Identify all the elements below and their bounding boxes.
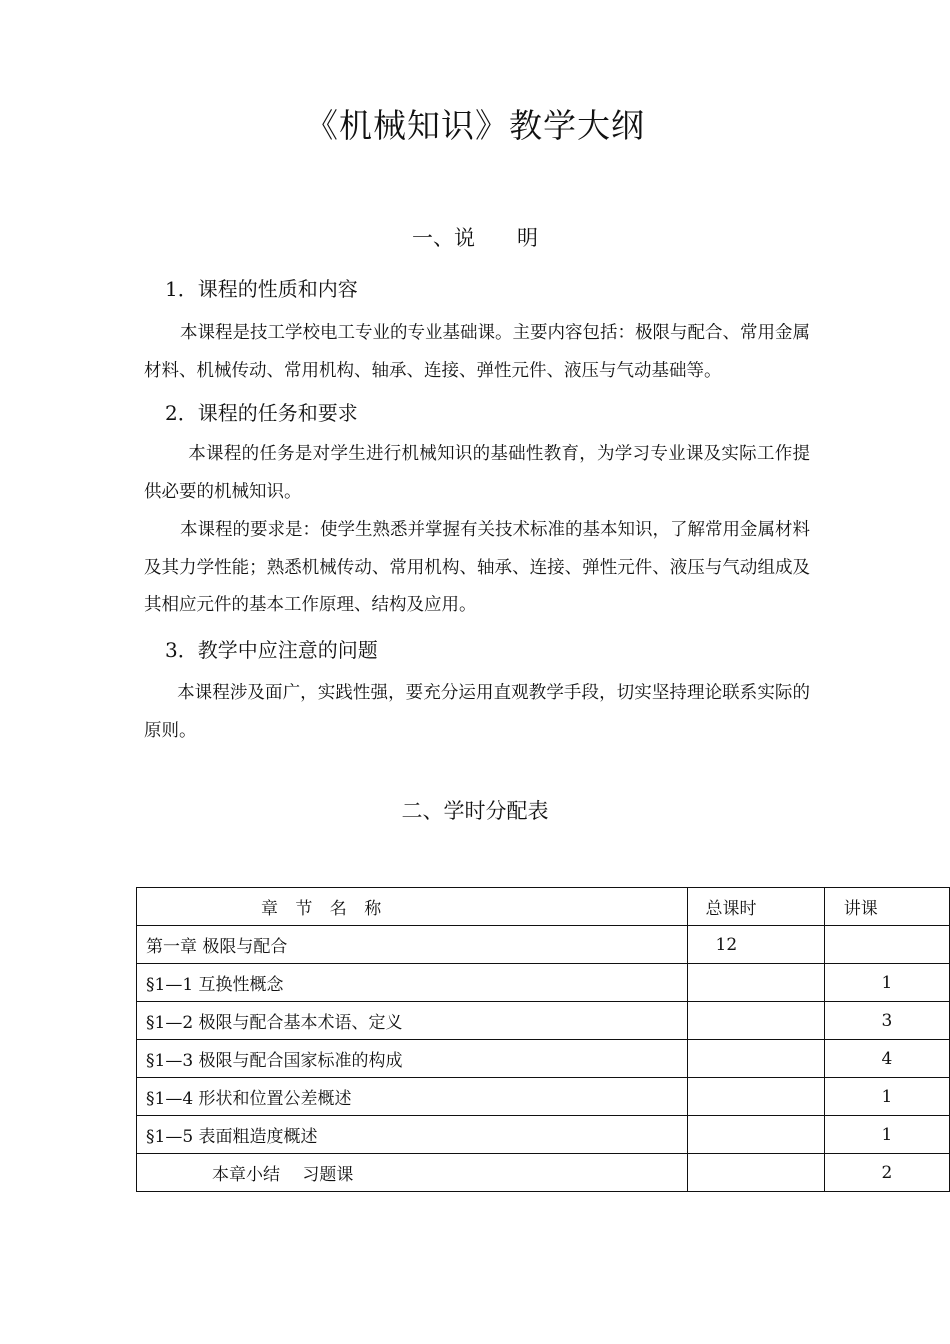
cell-total-hours (687, 1116, 824, 1154)
paragraph-text: 本课程涉及面广，实践性强，要充分运用直观教学手段，切实坚持理论联系实际的原则。 (144, 683, 810, 741)
cell-chapter-name: 本章小结 习题课 (137, 1154, 688, 1192)
paragraph-course-requirements (144, 512, 810, 625)
paragraph-teaching-notes (144, 675, 810, 750)
table-row (137, 926, 950, 964)
table-row (137, 1040, 950, 1078)
paragraph-text: 本课程是技工学校电工专业的专业基础课。主要内容包括：极限与配合、常用金属材料、机械传动、常用机构、轴承、连接、弹性元件、液压与气动基础等。 (144, 323, 810, 381)
cell-chapter-name: §1—1 互换性概念 (137, 964, 688, 1002)
cell-lecture-hours: 1 (824, 1078, 949, 1116)
cell-chapter-name: §1—2 极限与配合基本术语、定义 (137, 1002, 688, 1040)
cell-chapter-name: §1—3 极限与配合国家标准的构成 (137, 1040, 688, 1078)
column-header-total-hours: 总课时 (687, 888, 824, 926)
cell-lecture-hours: 1 (824, 1116, 949, 1154)
cell-lecture-hours: 1 (824, 964, 949, 1002)
cell-total-hours: 12 (687, 926, 824, 964)
cell-chapter-name: §1—4 形状和位置公差概述 (137, 1078, 688, 1116)
column-header-chapter: 章 节 名 称 (137, 888, 688, 926)
hours-allocation-table (136, 887, 950, 1192)
paragraph-course-tasks (144, 436, 810, 511)
cell-chapter-name: §1—5 表面粗造度概述 (137, 1116, 688, 1154)
cell-total-hours (687, 1154, 824, 1192)
cell-lecture-hours: 3 (824, 1002, 949, 1040)
table-row (137, 1116, 950, 1154)
paragraph-course-nature (144, 315, 810, 390)
cell-total-hours (687, 1040, 824, 1078)
cell-total-hours (687, 1078, 824, 1116)
cell-lecture-hours: 2 (824, 1154, 949, 1192)
subheading-course-nature: 1．课程的性质和内容 (165, 277, 358, 301)
subheading-course-tasks: 2．课程的任务和要求 (165, 401, 358, 425)
cell-total-hours (687, 964, 824, 1002)
table-row (137, 964, 950, 1002)
section-heading-hours-table: 二、学时分配表 (401, 799, 549, 823)
subheading-teaching-notes: 3．教学中应注意的问题 (165, 638, 378, 662)
section-heading-explanation: 一、说 明 (412, 226, 538, 250)
table-row (137, 1002, 950, 1040)
cell-total-hours (687, 1002, 824, 1040)
paragraph-text: 本课程的任务是对学生进行机械知识的基础性教育，为学习专业课及实际工作提供必要的机械知识。 (144, 444, 810, 502)
cell-chapter-name: 第一章 极限与配合 (137, 926, 688, 964)
paragraph-text: 本课程的要求是：使学生熟悉并掌握有关技术标准的基本知识，了解常用金属材料及其力学性能；熟悉机械传动、常用机构、轴承、连接、弹性元件、液压与气动组成及其相应元件的基本工作原理、结构及应用。 (144, 520, 810, 615)
cell-lecture-hours: 4 (824, 1040, 949, 1078)
cell-lecture-hours (824, 926, 949, 964)
table-header-row (137, 888, 950, 926)
table-row (137, 1154, 950, 1192)
column-header-lecture: 讲课 (824, 888, 949, 926)
table-row (137, 1078, 950, 1116)
document-title: 《机械知识》教学大纲 (305, 106, 645, 145)
